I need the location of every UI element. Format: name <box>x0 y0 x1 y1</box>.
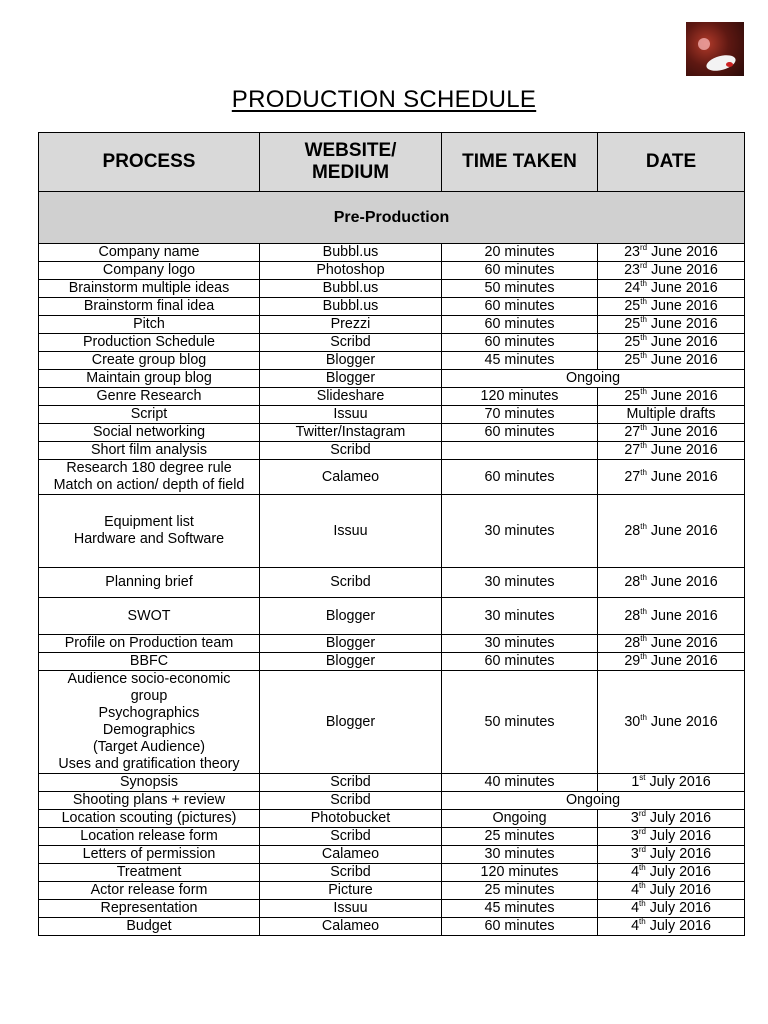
table-row <box>39 370 745 388</box>
process-cell <box>39 406 260 424</box>
process-line: Budget <box>126 918 172 934</box>
process-cell <box>39 598 260 635</box>
date-cell <box>598 298 745 316</box>
date-suffix: th <box>640 521 647 531</box>
process-line: Short film analysis <box>90 442 207 458</box>
date-day: 25 <box>624 388 641 404</box>
date-cell <box>598 918 745 936</box>
table-row <box>39 568 745 598</box>
process-line: Profile on Production team <box>64 635 234 651</box>
date-month-year: June 2016 <box>646 635 718 651</box>
table-row <box>39 262 745 280</box>
time-cell: 120 minutes <box>442 864 598 882</box>
page-title <box>0 86 768 114</box>
medium-cell: Blogger <box>260 370 442 388</box>
phase-row <box>39 192 745 244</box>
page-title-text: PRODUCTION SCHEDULE <box>231 86 537 113</box>
status-cell: Ongoing <box>442 370 745 388</box>
time-cell: 70 minutes <box>442 406 598 424</box>
process-line: Shooting plans + review <box>72 792 226 808</box>
process-cell <box>39 424 260 442</box>
process-line: Demographics <box>102 722 196 738</box>
date-cell <box>598 316 745 334</box>
date-cell <box>598 460 745 495</box>
process-line: Script <box>130 406 168 422</box>
process-line: (Target Audience) <box>92 739 206 755</box>
date-suffix: th <box>640 467 647 477</box>
process-line: Create group blog <box>91 352 207 368</box>
table-row <box>39 900 745 918</box>
date-cell <box>598 635 745 653</box>
header-medium <box>260 133 442 192</box>
date-cell <box>598 424 745 442</box>
date-suffix: rd <box>638 845 646 854</box>
medium-cell: Issuu <box>260 900 442 918</box>
date-cell <box>598 774 745 792</box>
time-cell: 60 minutes <box>442 424 598 442</box>
date-month-year: June 2016 <box>646 352 718 368</box>
process-line: Equipment list <box>104 514 194 530</box>
table-row <box>39 635 745 653</box>
medium-cell: Scribd <box>260 792 442 810</box>
medium-cell: Photobucket <box>260 810 442 828</box>
process-line: Production Schedule <box>83 334 215 350</box>
date-suffix: th <box>640 351 647 360</box>
header-medium-line: MEDIUM <box>311 162 390 183</box>
date-cell <box>598 388 745 406</box>
date-month-year: June 2016 <box>646 334 718 350</box>
date-suffix: th <box>639 899 646 908</box>
date-day: 25 <box>624 298 641 314</box>
process-line: Brainstorm multiple ideas <box>68 280 230 296</box>
date-suffix: th <box>639 917 646 926</box>
date-day: 28 <box>624 635 641 651</box>
time-cell: 60 minutes <box>442 653 598 671</box>
time-cell: 30 minutes <box>442 568 598 598</box>
date-cell <box>598 864 745 882</box>
date-suffix: th <box>640 441 647 450</box>
schedule-table <box>38 132 745 936</box>
process-line: Brainstorm final idea <box>83 298 215 314</box>
medium-cell: Calameo <box>260 918 442 936</box>
date-cell <box>598 244 745 262</box>
date-cell <box>598 828 745 846</box>
header-time: TIME TAKEN <box>442 133 598 192</box>
process-line: Location scouting (pictures) <box>61 810 237 826</box>
date-month-year: July 2016 <box>645 900 711 916</box>
process-line: Hardware and Software <box>73 531 225 547</box>
process-cell <box>39 280 260 298</box>
table-row <box>39 810 745 828</box>
header-date: DATE <box>598 133 745 192</box>
date-month-year: June 2016 <box>646 316 718 332</box>
date-cell <box>598 280 745 298</box>
date-day: 23 <box>624 244 640 260</box>
process-line: Uses and gratification theory <box>58 756 240 772</box>
medium-cell: Blogger <box>260 671 442 774</box>
process-line: Treatment <box>116 864 182 880</box>
date-month-year: July 2016 <box>645 918 711 934</box>
date-month-year: July 2016 <box>645 846 712 862</box>
table-row <box>39 598 745 635</box>
table-row <box>39 298 745 316</box>
date-suffix: rd <box>640 243 648 252</box>
table-row <box>39 846 745 864</box>
process-line: Psychographics <box>98 705 200 721</box>
time-cell: 60 minutes <box>442 262 598 280</box>
date-cell <box>598 653 745 671</box>
table-row <box>39 442 745 460</box>
time-cell: 60 minutes <box>442 298 598 316</box>
date-month-year: June 2016 <box>647 244 718 260</box>
time-cell: 25 minutes <box>442 828 598 846</box>
date-day: 23 <box>624 262 640 278</box>
table-row <box>39 334 745 352</box>
time-cell: 45 minutes <box>442 352 598 370</box>
logo-dot <box>726 62 733 67</box>
date-suffix: th <box>640 297 647 306</box>
process-line: Research 180 degree rule <box>66 460 232 476</box>
medium-cell: Slideshare <box>260 388 442 406</box>
date-day: 3 <box>630 828 639 844</box>
process-cell <box>39 298 260 316</box>
date-cell <box>598 671 745 774</box>
medium-cell: Scribd <box>260 442 442 460</box>
process-cell <box>39 792 260 810</box>
date-day: 29 <box>624 653 641 669</box>
logo-light <box>698 38 710 50</box>
date-suffix: th <box>639 881 646 890</box>
date-day: 27 <box>624 468 641 485</box>
process-cell <box>39 828 260 846</box>
process-line: BBFC <box>129 653 169 669</box>
date-month-year: July 2016 <box>645 774 711 790</box>
process-line: Planning brief <box>105 574 193 590</box>
film-reel-logo-icon <box>686 22 744 76</box>
date-day: 25 <box>624 316 641 332</box>
date-cell <box>598 900 745 918</box>
date-cell <box>598 262 745 280</box>
process-cell <box>39 882 260 900</box>
table-row <box>39 864 745 882</box>
date-day: 30 <box>624 713 641 730</box>
table-row <box>39 653 745 671</box>
date-day: 28 <box>624 607 641 624</box>
date-cell <box>598 495 745 568</box>
table-row <box>39 918 745 936</box>
date-month-year: June 2016 <box>646 298 718 314</box>
table-row <box>39 352 745 370</box>
header-medium-line: WEBSITE/ <box>304 140 397 161</box>
process-cell <box>39 460 260 495</box>
date-month-year: June 2016 <box>646 442 718 458</box>
process-cell <box>39 864 260 882</box>
process-line: Company name <box>98 244 200 260</box>
medium-cell: Blogger <box>260 635 442 653</box>
time-cell: 25 minutes <box>442 882 598 900</box>
date-suffix: th <box>640 606 647 616</box>
time-cell: 30 minutes <box>442 846 598 864</box>
process-line: Letters of permission <box>82 846 216 862</box>
date-day: 27 <box>624 424 641 440</box>
table-row <box>39 460 745 495</box>
process-line: group <box>130 688 168 704</box>
date-month-year: June 2016 <box>646 280 718 296</box>
process-line: Location release form <box>80 828 218 844</box>
process-line: Maintain group blog <box>86 370 212 386</box>
process-line: Match on action/ depth of field <box>53 477 245 493</box>
process-cell <box>39 244 260 262</box>
process-cell <box>39 846 260 864</box>
date-day: 28 <box>624 522 641 539</box>
process-cell <box>39 810 260 828</box>
medium-cell: Blogger <box>260 653 442 671</box>
process-cell <box>39 388 260 406</box>
process-line: Representation <box>100 900 198 916</box>
date-day: 24 <box>624 280 641 296</box>
medium-cell: Scribd <box>260 334 442 352</box>
process-cell <box>39 918 260 936</box>
date-cell <box>598 442 745 460</box>
medium-cell: Calameo <box>260 460 442 495</box>
time-cell: 30 minutes <box>442 495 598 568</box>
time-cell: 45 minutes <box>442 900 598 918</box>
header-process: PROCESS <box>39 133 260 192</box>
date-month-year: July 2016 <box>645 828 712 844</box>
table-row <box>39 828 745 846</box>
date-suffix: st <box>639 773 646 782</box>
table-row <box>39 280 745 298</box>
process-cell <box>39 316 260 334</box>
date-suffix: rd <box>638 809 646 818</box>
time-cell: 120 minutes <box>442 388 598 406</box>
process-line: Actor release form <box>90 882 208 898</box>
date-day: 25 <box>624 334 641 350</box>
time-cell: 30 minutes <box>442 635 598 653</box>
date-month-year: June 2016 <box>646 574 718 590</box>
process-cell <box>39 262 260 280</box>
medium-cell: Twitter/Instagram <box>260 424 442 442</box>
medium-cell: Calameo <box>260 846 442 864</box>
date-cell <box>598 568 745 598</box>
table-row <box>39 882 745 900</box>
date-month-year: June 2016 <box>646 424 718 440</box>
medium-cell: Scribd <box>260 864 442 882</box>
table-row <box>39 406 745 424</box>
process-line: Genre Research <box>96 388 202 404</box>
date-cell <box>598 598 745 635</box>
date-suffix: rd <box>638 827 646 836</box>
date-suffix: th <box>640 573 647 582</box>
process-line: Pitch <box>133 316 165 332</box>
process-line: Social networking <box>92 424 206 440</box>
time-cell: Ongoing <box>442 810 598 828</box>
date-cell <box>598 334 745 352</box>
date-day: 4 <box>631 882 640 898</box>
time-cell: 60 minutes <box>442 918 598 936</box>
date-month-year: July 2016 <box>645 864 711 880</box>
date-day: 4 <box>631 864 640 880</box>
table-row <box>39 244 745 262</box>
date-cell <box>598 846 745 864</box>
time-cell: 20 minutes <box>442 244 598 262</box>
date-day: 4 <box>631 900 640 916</box>
phase-label: Pre-Production <box>39 192 745 244</box>
medium-cell: Bubbl.us <box>260 298 442 316</box>
date-suffix: th <box>640 387 647 396</box>
date-day: 28 <box>624 574 641 590</box>
date-day: 27 <box>624 442 641 458</box>
medium-cell: Bubbl.us <box>260 280 442 298</box>
table-row <box>39 495 745 568</box>
process-cell <box>39 352 260 370</box>
date-suffix: th <box>640 652 647 661</box>
date-suffix: th <box>640 423 647 432</box>
medium-cell: Bubbl.us <box>260 244 442 262</box>
status-cell: Ongoing <box>442 792 745 810</box>
date-cell <box>598 882 745 900</box>
medium-cell: Scribd <box>260 828 442 846</box>
process-cell <box>39 774 260 792</box>
date-suffix: th <box>640 279 647 288</box>
medium-cell: Blogger <box>260 352 442 370</box>
table-row <box>39 792 745 810</box>
time-cell: 30 minutes <box>442 598 598 635</box>
date-suffix: th <box>640 634 647 643</box>
medium-cell: Issuu <box>260 406 442 424</box>
date-day: 1 <box>631 774 640 790</box>
process-line: SWOT <box>127 607 171 624</box>
date-month-year: June 2016 <box>647 262 718 278</box>
time-cell <box>442 442 598 460</box>
date-suffix: th <box>640 315 647 324</box>
date-suffix: th <box>640 333 647 342</box>
process-cell <box>39 442 260 460</box>
time-cell: 60 minutes <box>442 460 598 495</box>
time-cell: 60 minutes <box>442 316 598 334</box>
process-cell <box>39 334 260 352</box>
date-month-year: June 2016 <box>646 388 718 404</box>
process-cell <box>39 635 260 653</box>
medium-cell: Prezzi <box>260 316 442 334</box>
table-row <box>39 424 745 442</box>
medium-cell: Photoshop <box>260 262 442 280</box>
process-cell <box>39 900 260 918</box>
date-month-year: June 2016 <box>646 607 718 624</box>
medium-cell: Issuu <box>260 495 442 568</box>
medium-cell: Scribd <box>260 568 442 598</box>
time-cell: 60 minutes <box>442 334 598 352</box>
date-month-year: June 2016 <box>646 713 718 730</box>
process-cell <box>39 370 260 388</box>
process-cell <box>39 653 260 671</box>
date-cell <box>598 810 745 828</box>
date-day: 3 <box>630 846 639 862</box>
process-cell <box>39 671 260 774</box>
date-day: 3 <box>630 810 639 826</box>
table-row <box>39 774 745 792</box>
medium-cell: Scribd <box>260 774 442 792</box>
date-month-year: July 2016 <box>645 882 711 898</box>
time-cell: 50 minutes <box>442 671 598 774</box>
date-month-year: June 2016 <box>646 522 718 539</box>
table-row <box>39 671 745 774</box>
date-suffix: th <box>640 712 647 722</box>
date-cell <box>598 352 745 370</box>
date-month-year: June 2016 <box>646 653 718 669</box>
time-cell: 50 minutes <box>442 280 598 298</box>
table-row <box>39 316 745 334</box>
medium-cell: Picture <box>260 882 442 900</box>
date-suffix: th <box>639 863 646 872</box>
time-cell: 40 minutes <box>442 774 598 792</box>
process-line: Company logo <box>102 262 196 278</box>
table-row <box>39 388 745 406</box>
date-suffix: rd <box>640 261 648 270</box>
date-day: 4 <box>631 918 640 934</box>
date-day: 25 <box>624 352 641 368</box>
date-month-year: June 2016 <box>646 468 718 485</box>
process-cell <box>39 495 260 568</box>
date-month-year: July 2016 <box>645 810 712 826</box>
date-cell: Multiple drafts <box>598 406 745 424</box>
process-line: Synopsis <box>119 774 178 790</box>
header-row <box>39 133 745 192</box>
process-cell <box>39 568 260 598</box>
process-line: Audience socio-economic <box>67 671 231 687</box>
medium-cell: Blogger <box>260 598 442 635</box>
